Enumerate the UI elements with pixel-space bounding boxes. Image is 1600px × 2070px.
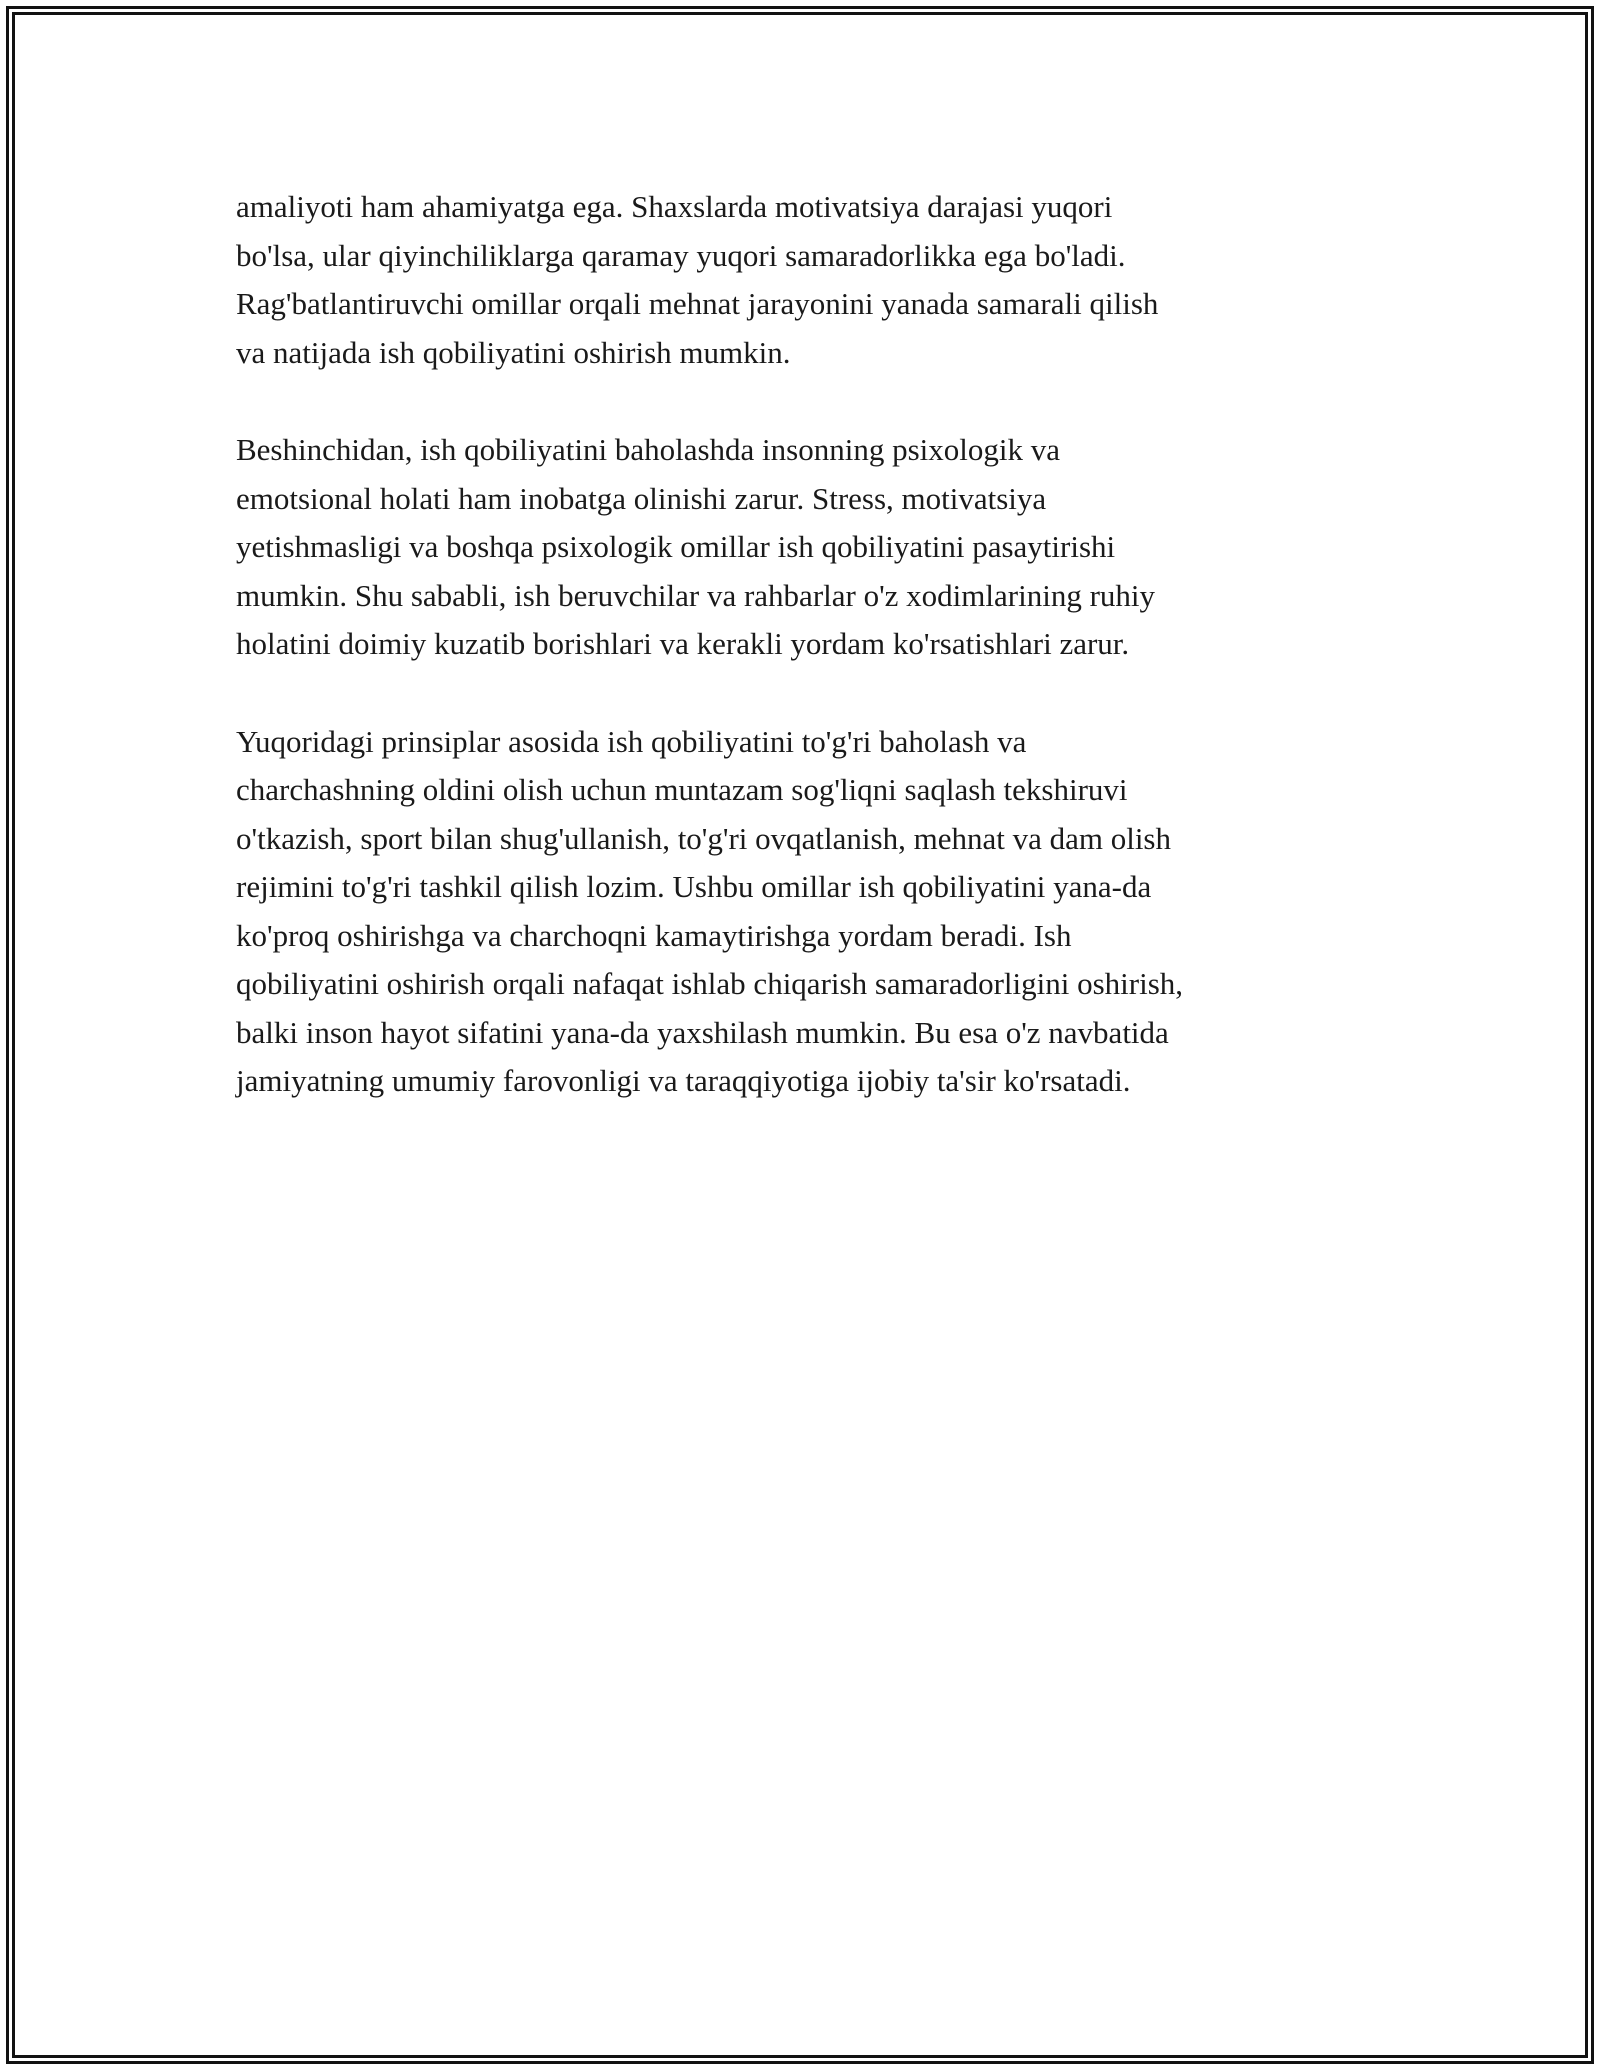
paragraph-psychological-state: Beshinchidan, ish qobiliyatini baholashda insonning psixologik va emotsional holati ham inobatga olinishi zarur. Stress, motivatsiya yetishmasligi va boshqa psixologik omillar ish qobiliyatini pasaytirishi mumkin. Shu sababli, ish beruvchilar va rahbarlar o'z xodimlarining ruhiy holatini doimiy kuzatib borishlari va kerakli yordam ko'rsatishlari zarur. <box>236 432 1156 661</box>
document-body <box>236 183 1366 1155</box>
paragraph-motivation: amaliyoti ham ahamiyatga ega. Shaxslarda motivatsiya darajasi yuqori bo'lsa, ular qiyinchiliklarga qaramay yuqori samaradorlikka ega bo'ladi. Rag'batlantiruvchi omillar orqali mehnat jarayonini yanada samarali qilish va natijada ish qobiliyatini oshirish mumkin. <box>236 189 1159 370</box>
paragraph-conclusion: Yuqoridagi prinsiplar asosida ish qobiliyatini to'g'ri baholash va charchashning oldini olish uchun muntazam sog'liqni saqlash tekshiruvi o'tkazish, sport bilan shug'ullanish, to'g'ri ovqatlanish, mehnat va dam olish rejimini to'g'ri tashkil qilish lozim. Ushbu omillar ish qobiliyatini yana-da ko'proq oshirishga va charchoqni kamaytirishga yordam beradi. Ish qobiliyatini oshirish orqali nafaqat ishlab chiqarish samaradorligini oshirish, balki inson hayot sifatini yana-da yaxshilash mumkin. Bu esa o'z navbatida jamiyatning umumiy farovonligi va taraqqiyotiga ijobiy ta'sir ko'rsatadi. <box>236 723 1184 1098</box>
